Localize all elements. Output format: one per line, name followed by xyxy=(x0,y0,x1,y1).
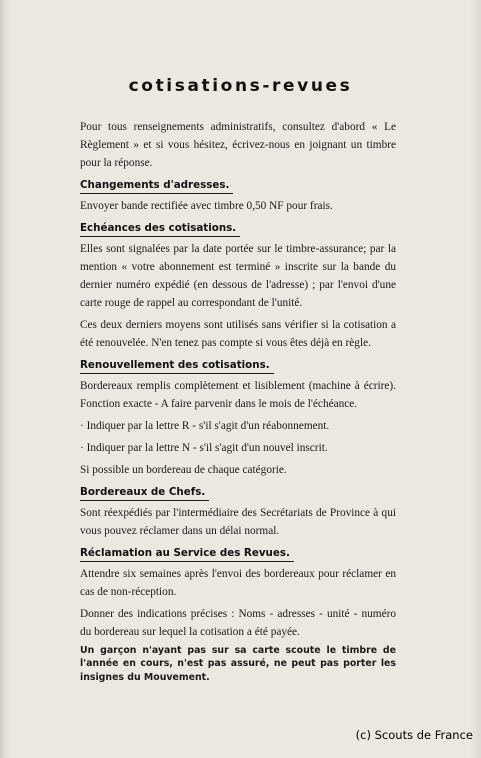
intro-paragraph: Pour tous renseignements administratifs, consultez d'abord « Le Règlement » et si vous hésitez, écrivez-nous en joignant un timbre pour la réponse. xyxy=(80,121,396,169)
section-heading: Renouvellement des cotisations. xyxy=(80,358,274,374)
copyright-credit: (c) Scouts de France xyxy=(355,728,473,742)
section-heading: Bordereaux de Chefs. xyxy=(80,485,209,501)
section-paragraph: · Indiquer par la lettre N - s'il s'agit d'un nouvel inscrit. xyxy=(80,442,328,454)
section-paragraph: Si possible un bordereau de chaque catégorie. xyxy=(80,464,287,476)
section-paragraph: Envoyer bande rectifiée avec timbre 0,50 NF pour frais. xyxy=(80,200,333,212)
section-claims xyxy=(80,540,396,641)
section-heading: Echéances des cotisations. xyxy=(80,221,240,237)
section-paragraph: Donner des indications précises : Noms - adresses - unité - numéro du bordereau sur lequel la cotisation a été payée. xyxy=(80,608,396,638)
document-body xyxy=(80,118,396,684)
section-paragraph: Attendre six semaines après l'envoi des bordereaux pour réclamer en cas de non-réception. xyxy=(80,568,396,598)
section-paragraph: Sont réexpédiés par l'intermédiaire des Secrétariats de Province à qui vous pouvez réclamer dans un délai normal. xyxy=(80,507,396,537)
page-title: cotisations-revues xyxy=(128,76,353,96)
section-paragraph: Bordereaux remplis complètement et lisiblement (machine à écrire). Fonction exacte - A faire parvenir dans le mois de l'échéance. xyxy=(80,380,396,410)
section-paragraph: Ces deux derniers moyens sont utilisés sans vérifier si la cotisation a été renouvelée. N'en tenez pas compte si vous êtes déjà en règle. xyxy=(80,319,396,349)
section-heading: Réclamation au Service des Revues. xyxy=(80,546,294,562)
section-heading: Changements d'adresses. xyxy=(80,178,233,194)
closing-note: Un garçon n'ayant pas sur sa carte scoute le timbre de l'année en cours, n'est pas assuré, ne peut pas porter les insignes du Mouvement. xyxy=(80,645,396,683)
section-due-dates xyxy=(80,215,396,352)
section-paragraph: Elles sont signalées par la date portée sur le timbre-assurance; par la mention « votre abonnement est terminé » inscrite sur la bande du dernier numéro expédié (en dessous de l'adresse) ; par l'envoi d'une carte rouge de rappel au correspondant de l'unité. xyxy=(80,243,396,309)
section-renewal xyxy=(80,352,396,479)
section-address-change xyxy=(80,172,396,215)
section-leader-forms xyxy=(80,479,396,540)
section-paragraph: · Indiquer par la lettre R - s'il s'agit d'un réabonnement. xyxy=(80,420,330,432)
